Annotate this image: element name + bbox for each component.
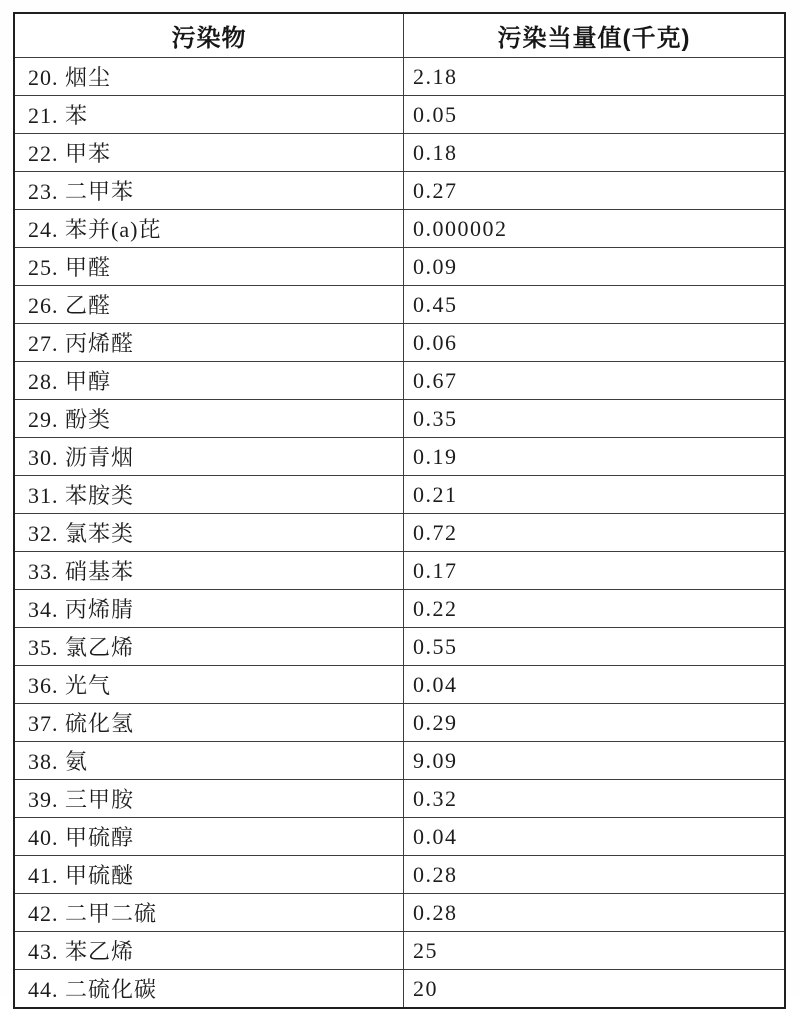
equivalent-value-cell: 0.17: [404, 552, 786, 590]
header-row: [14, 13, 785, 58]
table-row: [14, 286, 785, 324]
equivalent-value-cell: 2.18: [404, 58, 786, 96]
pollutant-cell: 26. 乙醛: [14, 286, 404, 324]
equivalent-value-cell: 25: [404, 932, 786, 970]
pollutant-cell: 44. 二硫化碳: [14, 970, 404, 1009]
equivalent-value-cell: 0.35: [404, 400, 786, 438]
pollutant-cell: 31. 苯胺类: [14, 476, 404, 514]
table-row: [14, 666, 785, 704]
pollutant-cell: 40. 甲硫醇: [14, 818, 404, 856]
pollutant-cell: 32. 氯苯类: [14, 514, 404, 552]
pollutant-cell: 36. 光气: [14, 666, 404, 704]
pollutant-cell: 27. 丙烯醛: [14, 324, 404, 362]
equivalent-value-cell: 0.45: [404, 286, 786, 324]
table-row: [14, 58, 785, 96]
table-row: [14, 742, 785, 780]
pollutant-cell: 28. 甲醇: [14, 362, 404, 400]
table-row: [14, 248, 785, 286]
pollutant-cell: 35. 氯乙烯: [14, 628, 404, 666]
equivalent-value-column-header: 污染当量值(千克): [404, 13, 786, 58]
table-row: [14, 362, 785, 400]
table-row: [14, 324, 785, 362]
equivalent-value-cell: 9.09: [404, 742, 786, 780]
pollutant-cell: 29. 酚类: [14, 400, 404, 438]
table-row: [14, 552, 785, 590]
equivalent-value-cell: 0.21: [404, 476, 786, 514]
equivalent-value-cell: 0.04: [404, 818, 786, 856]
equivalent-value-cell: 0.28: [404, 856, 786, 894]
equivalent-value-cell: 0.67: [404, 362, 786, 400]
pollutant-cell: 42. 二甲二硫: [14, 894, 404, 932]
table-row: [14, 818, 785, 856]
pollutant-cell: 34. 丙烯腈: [14, 590, 404, 628]
table-row: [14, 400, 785, 438]
pollutant-cell: 23. 二甲苯: [14, 172, 404, 210]
equivalent-value-cell: 0.29: [404, 704, 786, 742]
pollutant-cell: 22. 甲苯: [14, 134, 404, 172]
table-row: [14, 438, 785, 476]
table-row: [14, 932, 785, 970]
pollutant-cell: 41. 甲硫醚: [14, 856, 404, 894]
equivalent-value-cell: 0.05: [404, 96, 786, 134]
table-row: [14, 970, 785, 1009]
equivalent-value-cell: 20: [404, 970, 786, 1009]
table-row: [14, 590, 785, 628]
table-row: [14, 704, 785, 742]
pollutant-cell: 21. 苯: [14, 96, 404, 134]
equivalent-value-cell: 0.72: [404, 514, 786, 552]
equivalent-value-cell: 0.27: [404, 172, 786, 210]
table-row: [14, 134, 785, 172]
pollutant-cell: 33. 硝基苯: [14, 552, 404, 590]
equivalent-value-cell: 0.04: [404, 666, 786, 704]
pollutant-cell: 37. 硫化氢: [14, 704, 404, 742]
table-row: [14, 628, 785, 666]
pollutant-cell: 20. 烟尘: [14, 58, 404, 96]
table-row: [14, 514, 785, 552]
table-row: [14, 96, 785, 134]
pollutant-cell: 25. 甲醛: [14, 248, 404, 286]
equivalent-value-cell: 0.28: [404, 894, 786, 932]
pollutant-equivalent-table: [13, 12, 786, 1009]
equivalent-value-cell: 0.06: [404, 324, 786, 362]
pollutant-cell: 24. 苯并(a)芘: [14, 210, 404, 248]
pollutant-cell: 30. 沥青烟: [14, 438, 404, 476]
table-row: [14, 210, 785, 248]
pollutant-column-header: 污染物: [14, 13, 404, 58]
pollutant-cell: 39. 三甲胺: [14, 780, 404, 818]
equivalent-value-cell: 0.55: [404, 628, 786, 666]
equivalent-value-cell: 0.000002: [404, 210, 786, 248]
table-row: [14, 856, 785, 894]
table-row: [14, 894, 785, 932]
equivalent-value-cell: 0.09: [404, 248, 786, 286]
table-body: [14, 58, 785, 1009]
pollutant-cell: 43. 苯乙烯: [14, 932, 404, 970]
equivalent-value-cell: 0.32: [404, 780, 786, 818]
equivalent-value-cell: 0.18: [404, 134, 786, 172]
table-row: [14, 780, 785, 818]
table-row: [14, 172, 785, 210]
equivalent-value-cell: 0.22: [404, 590, 786, 628]
pollutant-cell: 38. 氨: [14, 742, 404, 780]
equivalent-value-cell: 0.19: [404, 438, 786, 476]
table-header: [14, 13, 785, 58]
table-row: [14, 476, 785, 514]
